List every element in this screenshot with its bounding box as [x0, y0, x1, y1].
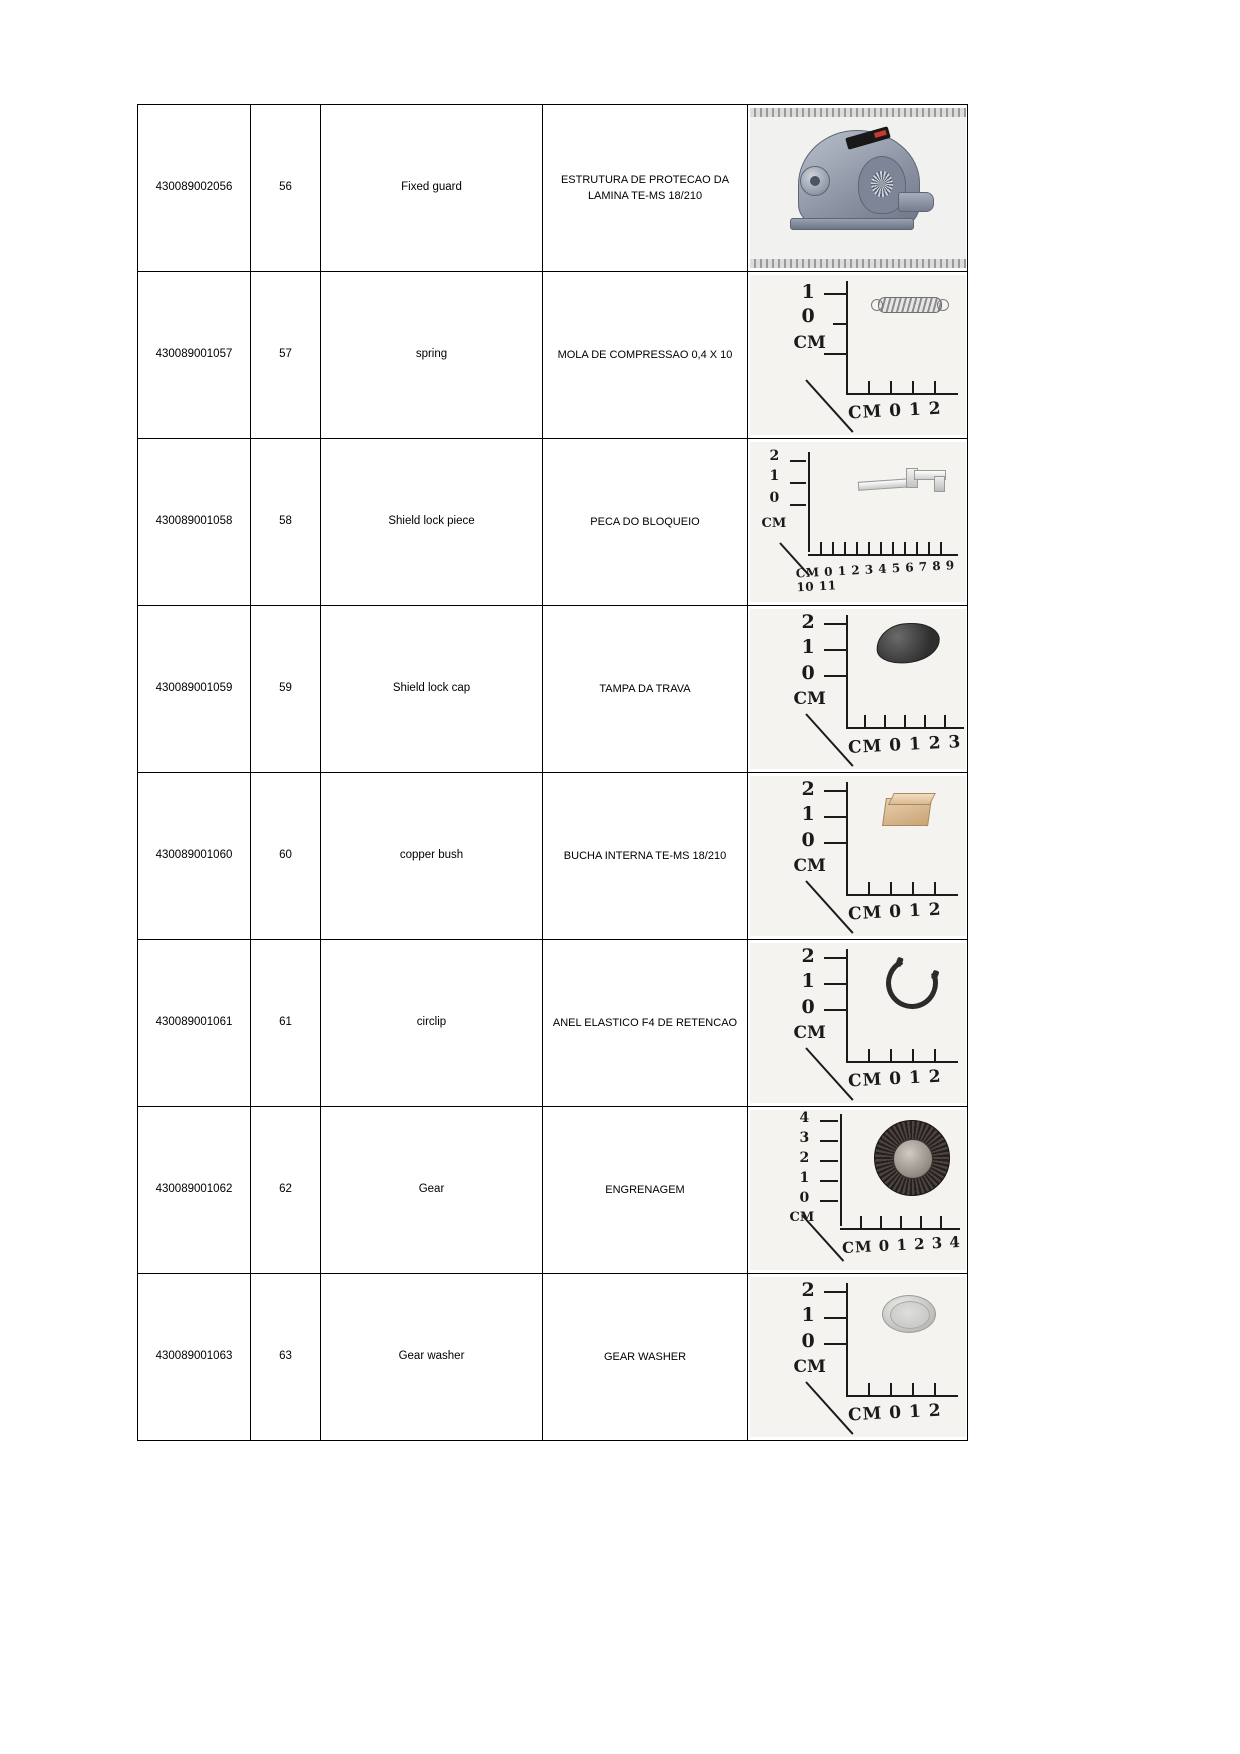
blade-guard-photo — [750, 108, 966, 268]
table-row — [138, 439, 968, 606]
cell-name-pt: ENGRENAGEM — [543, 1107, 748, 1274]
cell-item-number: 59 — [251, 606, 321, 773]
cell-name-en: Gear washer — [321, 1274, 543, 1441]
ruler-label-1: 1 — [801, 636, 815, 658]
cell-name-pt: PECA DO BLOQUEIO — [543, 439, 748, 606]
ruler-label-3: 3 — [799, 1130, 810, 1146]
ruler-scale-labels: CM 0 1 2 3 4 — [841, 1232, 961, 1258]
ruler-unit-label: CM — [793, 1023, 826, 1043]
cell-name-pt: ANEL ELASTICO F4 DE RETENCAO — [543, 940, 748, 1107]
circlip-photo — [750, 943, 966, 1103]
ruler-label-0: 0 — [769, 490, 780, 506]
cell-part-code: 430089001061 — [138, 940, 251, 1107]
ruler-unit-label: CM — [761, 516, 787, 531]
cell-photo — [748, 439, 968, 606]
ruler-scale-labels: CM 0 1 2 — [847, 398, 942, 424]
ruler-label-0: 0 — [801, 662, 815, 684]
cell-name-en: copper bush — [321, 773, 543, 940]
table-row — [138, 606, 968, 773]
cell-name-en: circlip — [321, 940, 543, 1107]
cell-part-code: 430089001057 — [138, 272, 251, 439]
ruler-label-1: 1 — [769, 468, 780, 484]
cell-photo — [748, 606, 968, 773]
gear-photo — [750, 1110, 966, 1270]
cell-name-en: Shield lock piece — [321, 439, 543, 606]
cell-name-pt: GEAR WASHER — [543, 1274, 748, 1441]
cell-name-en: Shield lock cap — [321, 606, 543, 773]
ruler-unit-label: CM — [793, 856, 826, 876]
ruler-label-1: 1 — [801, 970, 815, 992]
cell-photo — [748, 105, 968, 272]
table-row — [138, 1107, 968, 1274]
copper-bush-object — [882, 798, 932, 826]
cell-item-number: 57 — [251, 272, 321, 439]
ruler-scale-labels: CM 0 1 2 — [847, 1066, 942, 1092]
gear-washer-object — [882, 1295, 936, 1333]
cell-part-code: 430089002056 — [138, 105, 251, 272]
cell-photo — [748, 773, 968, 940]
ruler-label-2: 2 — [801, 945, 815, 967]
compression-spring-photo — [750, 275, 966, 435]
gear-object — [874, 1120, 950, 1196]
ruler-unit-label: CM — [793, 333, 826, 353]
cell-part-code: 430089001059 — [138, 606, 251, 773]
ruler-scale-labels: CM 0 1 2 3 — [847, 732, 962, 758]
shield-lock-cap-object — [873, 619, 942, 668]
copper-bush-photo — [750, 776, 966, 936]
cell-part-code: 430089001058 — [138, 439, 251, 606]
ruler-label-1: 1 — [801, 1304, 815, 1326]
ruler-unit-label: CM — [789, 1210, 815, 1225]
ruler-label-0: 0 — [801, 829, 815, 851]
cell-part-code: 430089001062 — [138, 1107, 251, 1274]
cell-part-code: 430089001063 — [138, 1274, 251, 1441]
ruler-label-0: 0 — [801, 996, 815, 1018]
table-row — [138, 773, 968, 940]
ruler-unit-label: CM — [793, 1357, 826, 1377]
gear-washer-photo — [750, 1277, 966, 1437]
cell-item-number: 58 — [251, 439, 321, 606]
cell-name-pt: BUCHA INTERNA TE-MS 18/210 — [543, 773, 748, 940]
spring-object — [878, 297, 942, 313]
cell-name-en: Fixed guard — [321, 105, 543, 272]
ruler-scale-labels: CM 0 1 2 — [847, 1400, 942, 1426]
cell-name-en: Gear — [321, 1107, 543, 1274]
cell-item-number: 61 — [251, 940, 321, 1107]
ruler-label-4: 4 — [799, 1110, 810, 1126]
ruler-label-1: 1 — [801, 281, 815, 303]
cell-name-pt: TAMPA DA TRAVA — [543, 606, 748, 773]
ruler-scale-labels: CM 0 1 2 — [847, 899, 942, 925]
ruler-label-2: 2 — [799, 1150, 810, 1166]
ruler-label-1: 1 — [799, 1170, 810, 1186]
table-row — [138, 272, 968, 439]
cell-photo — [748, 1107, 968, 1274]
ruler-label-2: 2 — [769, 448, 780, 464]
ruler-label-1: 1 — [801, 803, 815, 825]
cell-photo — [748, 940, 968, 1107]
ruler-label-2: 2 — [801, 778, 815, 800]
spare-parts-table — [137, 104, 968, 1441]
circlip-object — [878, 950, 945, 1017]
cell-name-en: spring — [321, 272, 543, 439]
ruler-label-0: 0 — [801, 305, 815, 327]
cell-item-number: 62 — [251, 1107, 321, 1274]
ruler-label-2: 2 — [801, 1279, 815, 1301]
cell-item-number: 60 — [251, 773, 321, 940]
cell-item-number: 56 — [251, 105, 321, 272]
cell-name-pt: MOLA DE COMPRESSAO 0,4 X 10 — [543, 272, 748, 439]
cell-part-code: 430089001060 — [138, 773, 251, 940]
table-row — [138, 940, 968, 1107]
ruler-label-0: 0 — [801, 1330, 815, 1352]
table-row — [138, 105, 968, 272]
cell-item-number: 63 — [251, 1274, 321, 1441]
ruler-label-0: 0 — [799, 1190, 810, 1206]
shield-lock-piece-object — [858, 468, 944, 494]
ruler-scale-labels: CM 0 1 2 3 4 5 6 7 8 9 10 11 — [794, 558, 955, 595]
cell-photo — [748, 272, 968, 439]
shield-lock-cap-photo — [750, 609, 966, 769]
ruler-unit-label: CM — [793, 689, 826, 709]
ruler-label-2: 2 — [801, 611, 815, 633]
cell-name-pt: ESTRUTURA DE PROTECAO DA LAMINA TE-MS 18/210 — [543, 105, 748, 272]
table-row — [138, 1274, 968, 1441]
cell-photo — [748, 1274, 968, 1441]
shield-lock-piece-photo — [750, 442, 966, 602]
